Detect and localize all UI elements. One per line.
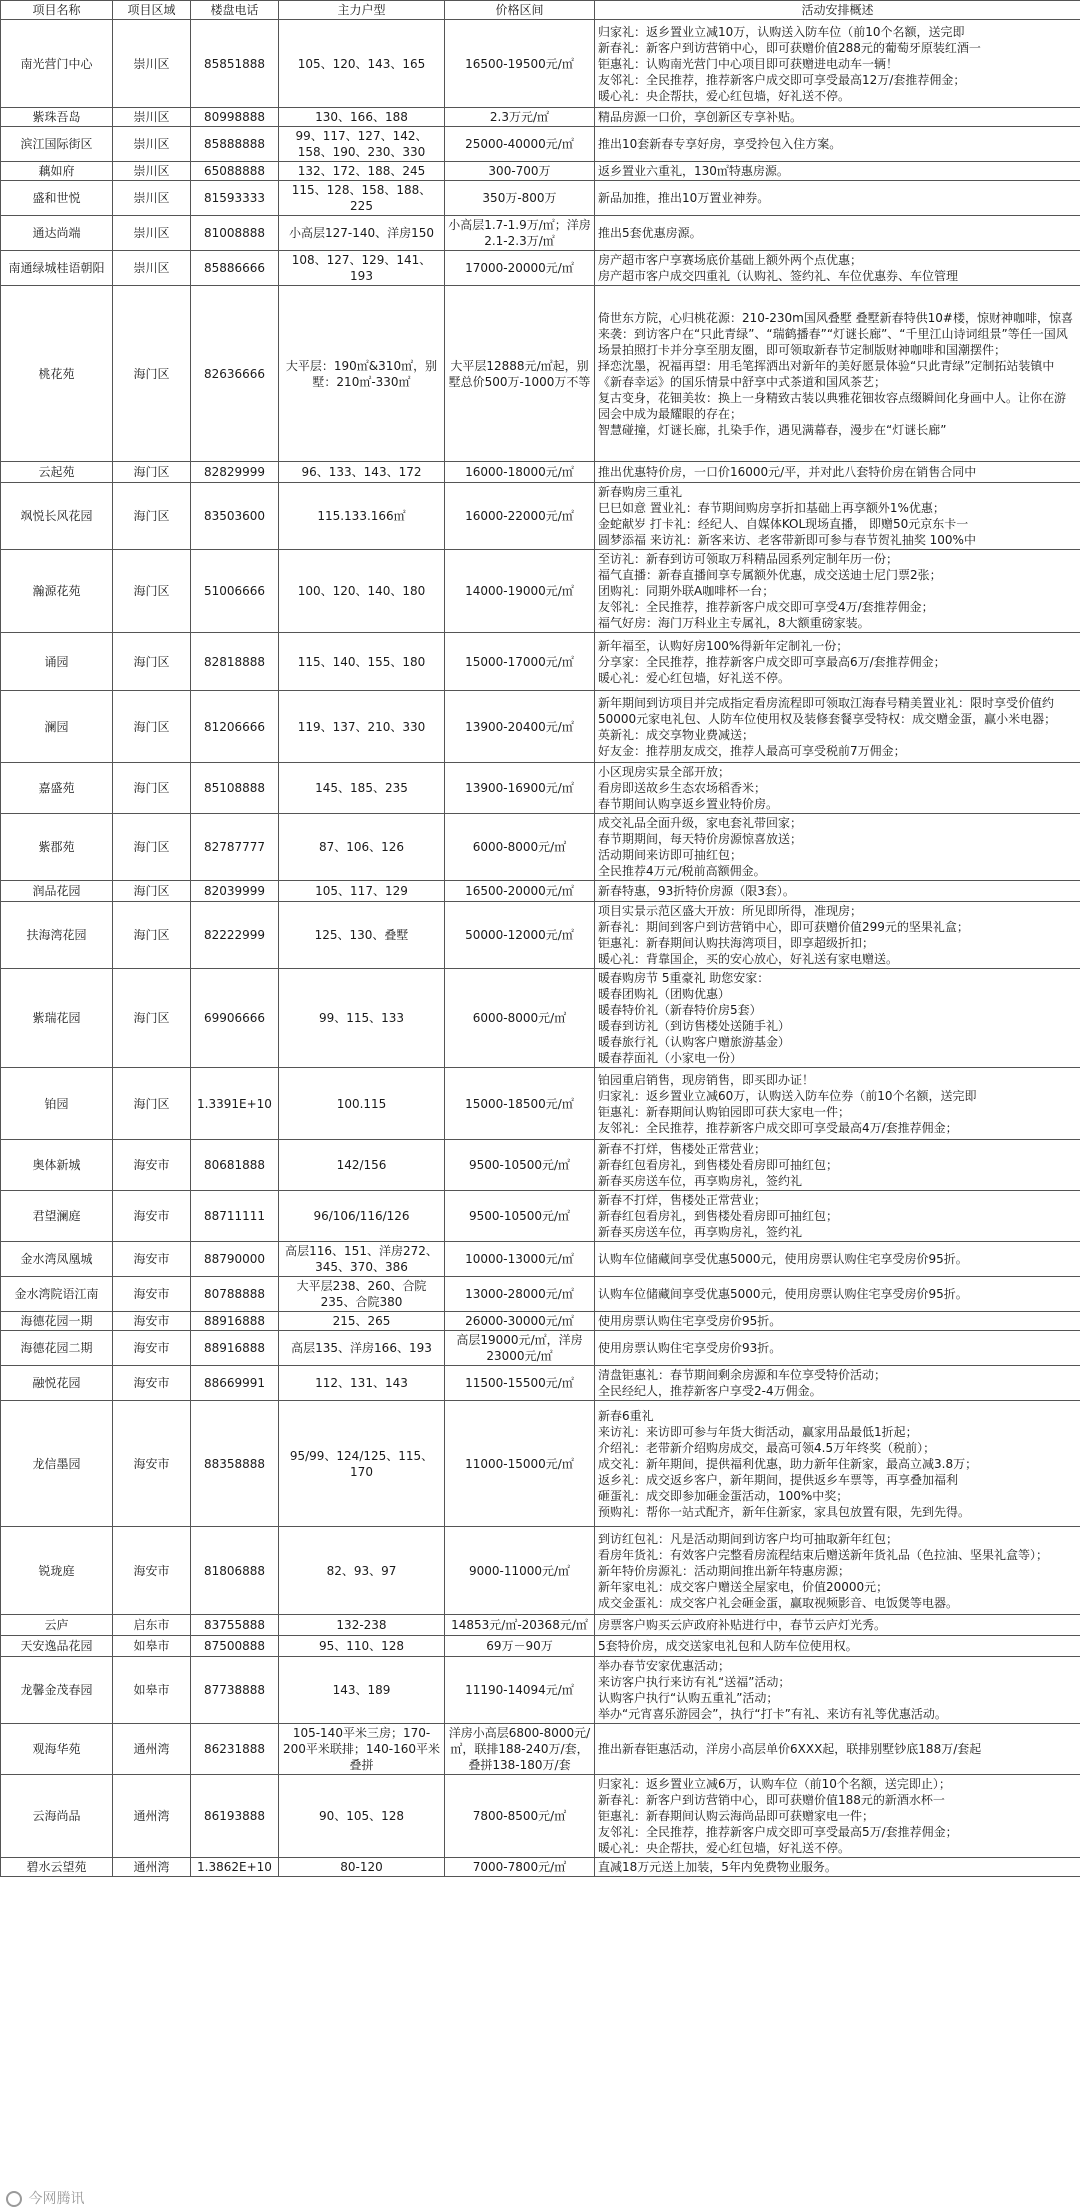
phone-cell: 1.3391E+10 — [191, 1068, 279, 1140]
phone-cell: 88358888 — [191, 1401, 279, 1527]
area-cell: 崇川区 — [113, 127, 191, 162]
units-cell: 95、110、128 — [279, 1636, 445, 1657]
project-name-cell: 飒悦长风花园 — [1, 483, 113, 550]
phone-cell: 51006666 — [191, 550, 279, 633]
table-row — [1, 483, 1080, 550]
units-cell: 高层116、151、洋房272、345、370、386 — [279, 1242, 445, 1277]
units-cell: 100、120、140、180 — [279, 550, 445, 633]
phone-cell: 88711111 — [191, 1191, 279, 1242]
phone-cell: 88790000 — [191, 1242, 279, 1277]
project-name-cell: 瀚源花苑 — [1, 550, 113, 633]
units-cell: 100.115 — [279, 1068, 445, 1140]
area-cell: 崇川区 — [113, 181, 191, 216]
units-cell: 96/106/116/126 — [279, 1191, 445, 1242]
area-cell: 崇川区 — [113, 216, 191, 251]
units-cell: 105、120、143、165 — [279, 20, 445, 108]
table-row — [1, 108, 1080, 127]
units-cell: 143、189 — [279, 1657, 445, 1724]
table-row — [1, 1366, 1080, 1401]
phone-cell: 80788888 — [191, 1277, 279, 1312]
activity-cell: 新春不打烊，售楼处正常营业； 新春红包看房礼，到售楼处看房即可抽红包； 新春买房送车位，再享购房礼，签约礼 — [595, 1140, 1080, 1191]
price-cell: 7000-7800元/㎡ — [445, 1858, 595, 1877]
phone-cell: 80681888 — [191, 1140, 279, 1191]
units-cell: 大平层238、260、合院235、合院380 — [279, 1277, 445, 1312]
units-cell: 130、166、188 — [279, 108, 445, 127]
units-cell: 145、185、235 — [279, 763, 445, 814]
area-cell: 崇川区 — [113, 20, 191, 108]
area-cell: 如皋市 — [113, 1657, 191, 1724]
price-cell: 15000-17000元/㎡ — [445, 633, 595, 691]
area-cell: 海门区 — [113, 814, 191, 881]
project-name-cell: 海德花园二期 — [1, 1331, 113, 1366]
area-cell: 海安市 — [113, 1527, 191, 1615]
project-name-cell: 云海尚品 — [1, 1775, 113, 1858]
project-name-cell: 紫郡苑 — [1, 814, 113, 881]
phone-cell: 82829999 — [191, 462, 279, 483]
activity-cell: 到访红包礼：凡是活动期间到访客户均可抽取新年红包； 看房年货礼：有效客户完整看房流程结束后赠送新年货礼品（色拉油、坚果礼盒等）； 新年特价房源礼：活动期间推出新年特惠房源； 新年家电礼：成交客户赠送全屋家电，价值20000元； 成交金蛋礼：成交客户礼会砸金蛋，赢取视频影音、电饭煲等电器。 — [595, 1527, 1080, 1615]
table-row — [1, 1775, 1080, 1858]
price-cell: 14000-19000元/㎡ — [445, 550, 595, 633]
units-cell: 108、127、129、141、193 — [279, 251, 445, 286]
units-cell: 高层135、洋房166、193 — [279, 1331, 445, 1366]
units-cell: 215、265 — [279, 1312, 445, 1331]
table-row — [1, 1068, 1080, 1140]
project-name-cell: 盛和世悦 — [1, 181, 113, 216]
table-row — [1, 286, 1080, 462]
phone-cell: 83755888 — [191, 1615, 279, 1636]
units-cell: 119、137、210、330 — [279, 691, 445, 763]
phone-cell: 83503600 — [191, 483, 279, 550]
table-row — [1, 181, 1080, 216]
price-cell: 9000-11000元/㎡ — [445, 1527, 595, 1615]
project-name-cell: 融悦花园 — [1, 1366, 113, 1401]
table-row — [1, 1527, 1080, 1615]
activity-cell: 推出优惠特价房，一口价16000元/平，并对此八套特价房在销售合同中 — [595, 462, 1080, 483]
project-name-cell: 紫瑞花园 — [1, 969, 113, 1068]
price-cell: 10000-13000元/㎡ — [445, 1242, 595, 1277]
activity-cell: 举办春节安家优惠活动； 来访客户执行来访有礼“送福”活动； 认购客户执行“认购五重礼”活动； 举办“元宵喜乐游园会”，执行“打卡”有礼、来访有礼等优惠活动。 — [595, 1657, 1080, 1724]
price-cell: 7800-8500元/㎡ — [445, 1775, 595, 1858]
activity-cell: 项目实景示范区盛大开放：所见即所得，准现房； 新春礼：期间到客户到访营销中心，即可获赠价值299元的坚果礼盒； 钜惠礼：新春期间认购扶海湾项目，即享超级折扣； 暖心礼：背靠国企，买的安心放心，好礼送有家电赠送。 — [595, 902, 1080, 969]
project-name-cell: 藕如府 — [1, 162, 113, 181]
phone-cell: 82787777 — [191, 814, 279, 881]
area-cell: 海门区 — [113, 691, 191, 763]
project-name-cell: 海德花园一期 — [1, 1312, 113, 1331]
area-cell: 海门区 — [113, 763, 191, 814]
table-row — [1, 1242, 1080, 1277]
phone-cell: 82636666 — [191, 286, 279, 462]
header-price: 价格区间 — [445, 1, 595, 20]
price-cell: 13900-16900元/㎡ — [445, 763, 595, 814]
area-cell: 海门区 — [113, 881, 191, 902]
project-name-cell: 桃花苑 — [1, 286, 113, 462]
units-cell: 115.133.166㎡ — [279, 483, 445, 550]
activity-cell: 成交礼品全面升级，家电套礼带回家； 春节期期间，每天特价房源惊喜放送； 活动期间来访即可抽红包； 全民推荐4万元/税前高额佣金。 — [595, 814, 1080, 881]
table-row — [1, 969, 1080, 1068]
activity-cell: 认购车位储藏间享受优惠5000元，使用房票认购住宅享受房价95折。 — [595, 1242, 1080, 1277]
units-cell: 132-238 — [279, 1615, 445, 1636]
table-row — [1, 162, 1080, 181]
activity-cell: 房票客户购买云庐政府补贴进行中，春节云庐灯光秀。 — [595, 1615, 1080, 1636]
area-cell: 海门区 — [113, 969, 191, 1068]
activity-cell: 5套特价房，成交送家电礼包和人防车位使用权。 — [595, 1636, 1080, 1657]
price-cell: 13900-20400元/㎡ — [445, 691, 595, 763]
activity-cell: 归家礼：返乡置业立减6万，认购车位（前10个名额，送完即止）； 新春礼：新客户到访营销中心，即可获赠价值188元的新酒水杯一 钜惠礼：新春期间认购云海尚品即可获赠家电一件； 友邻礼：全民推荐，推荐新客户成交即可享受最高5万/套推荐佣金； 暖心礼：央企帮扶，爱心红包墙，好礼送不停。 — [595, 1775, 1080, 1858]
price-cell: 69万－90万 — [445, 1636, 595, 1657]
area-cell: 海安市 — [113, 1242, 191, 1277]
area-cell: 海门区 — [113, 286, 191, 462]
price-cell: 高层19000元/㎡，洋房23000元/㎡ — [445, 1331, 595, 1366]
activity-cell: 认购车位储藏间享受优惠5000元，使用房票认购住宅享受房价95折。 — [595, 1277, 1080, 1312]
activity-cell: 新春特惠，93折特价房源（限3套）。 — [595, 881, 1080, 902]
phone-cell: 1.3862E+10 — [191, 1858, 279, 1877]
price-cell: 6000-8000元/㎡ — [445, 814, 595, 881]
project-name-cell: 通达尚端 — [1, 216, 113, 251]
project-name-cell: 扶海湾花园 — [1, 902, 113, 969]
table-row — [1, 902, 1080, 969]
units-cell: 大平层：190㎡&310㎡，别墅：210㎡-330㎡ — [279, 286, 445, 462]
table-row — [1, 1615, 1080, 1636]
table-row — [1, 691, 1080, 763]
units-cell: 142/156 — [279, 1140, 445, 1191]
activity-cell: 新年福至，认购好房100%得新年定制礼一份； 分享家：全民推荐，推荐新客户成交即可享最高6万/套推荐佣金； 暖心礼：爱心红包墙，好礼送不停。 — [595, 633, 1080, 691]
units-cell: 99、117、127、142、158、190、230、330 — [279, 127, 445, 162]
project-name-cell: 南通绿城桂语朝阳 — [1, 251, 113, 286]
phone-cell: 82818888 — [191, 633, 279, 691]
area-cell: 海门区 — [113, 462, 191, 483]
project-name-cell: 君望澜庭 — [1, 1191, 113, 1242]
units-cell: 99、115、133 — [279, 969, 445, 1068]
units-cell: 95/99、124/125、115、170 — [279, 1401, 445, 1527]
units-cell: 115、140、155、180 — [279, 633, 445, 691]
units-cell: 105、117、129 — [279, 881, 445, 902]
project-name-cell: 金水湾院语江南 — [1, 1277, 113, 1312]
price-cell: 13000-28000元/㎡ — [445, 1277, 595, 1312]
area-cell: 通州湾 — [113, 1775, 191, 1858]
phone-cell: 88916888 — [191, 1312, 279, 1331]
price-cell: 9500-10500元/㎡ — [445, 1191, 595, 1242]
area-cell: 启东市 — [113, 1615, 191, 1636]
header-area: 项目区域 — [113, 1, 191, 20]
phone-cell: 85851888 — [191, 20, 279, 108]
header-phone: 楼盘电话 — [191, 1, 279, 20]
price-cell: 16500-19500元/㎡ — [445, 20, 595, 108]
activity-cell: 使用房票认购住宅享受房价93折。 — [595, 1331, 1080, 1366]
price-cell: 15000-18500元/㎡ — [445, 1068, 595, 1140]
activity-cell: 使用房票认购住宅享受房价95折。 — [595, 1312, 1080, 1331]
header-units: 主力户型 — [279, 1, 445, 20]
phone-cell: 86231888 — [191, 1724, 279, 1775]
table-row — [1, 633, 1080, 691]
project-name-cell: 碧水云望苑 — [1, 1858, 113, 1877]
table-row — [1, 251, 1080, 286]
phone-cell: 87738888 — [191, 1657, 279, 1724]
project-name-cell: 澜园 — [1, 691, 113, 763]
price-cell: 2.3万元/㎡ — [445, 108, 595, 127]
table-row — [1, 550, 1080, 633]
project-name-cell: 锐珑庭 — [1, 1527, 113, 1615]
table-row — [1, 1858, 1080, 1877]
price-cell: 洋房小高层6800-8000元/㎡，联排188-240万/套，叠拼138-180万/套 — [445, 1724, 595, 1775]
activity-cell: 倚世东方院，心归桃花源：210-230m国风叠墅 叠墅新春特供10#楼，惊财神咖啡，惊喜来袭：到访客户在“只此青绿”、“瑞鹤播春”“灯谜长廊”、“千里江山诗词组景”等任一国风场景拍照打卡并分享至朋友圈，即可领取新春节定制版财神咖啡和国潮摆件； 择恋沈墨，祝福再望：用毛笔挥洒出对新年的美好愿景体验“只此青绿”定制拓站装镇中《新春幸运》的国乐情景中舒享中式茶道和国风茶艺； 复古变身，花钿美妆：换上一身精致古装以典雅花钿妆容点缀瞬间化身画中人。让你在游园会中成为最耀眼的存在； 智慧碰撞，灯谜长廊，扎染手作，遇见满幕春，漫步在“灯谜长廊” — [595, 286, 1080, 462]
units-cell: 96、133、143、172 — [279, 462, 445, 483]
project-name-cell: 观海华苑 — [1, 1724, 113, 1775]
header-project-name: 项目名称 — [1, 1, 113, 20]
price-cell: 11500-15500元/㎡ — [445, 1366, 595, 1401]
area-cell: 崇川区 — [113, 162, 191, 181]
table-row — [1, 216, 1080, 251]
units-cell: 80-120 — [279, 1858, 445, 1877]
activity-cell: 暖春购房节 5重豪礼 助您安家： 暖春团购礼（团购优惠） 暖春特价礼（新春特价房5套） 暖春到访礼（到访售楼处送随手礼） 暖春旅行礼（认购客户赠旅游基金） 暖春荐面礼（小家电一份） — [595, 969, 1080, 1068]
price-cell: 大平层12888元/㎡起，别墅总价500万-1000万不等 — [445, 286, 595, 462]
phone-cell: 81206666 — [191, 691, 279, 763]
units-cell: 125、130、叠墅 — [279, 902, 445, 969]
price-cell: 9500-10500元/㎡ — [445, 1140, 595, 1191]
header-row — [1, 1, 1080, 20]
price-cell: 300-700万 — [445, 162, 595, 181]
price-cell: 16000-18000元/㎡ — [445, 462, 595, 483]
area-cell: 海门区 — [113, 1068, 191, 1140]
table-row — [1, 462, 1080, 483]
activity-cell: 新品加推，推出10万置业神券。 — [595, 181, 1080, 216]
activity-cell: 推出10套新春专享好房，享受拎包入住方案。 — [595, 127, 1080, 162]
area-cell: 海安市 — [113, 1140, 191, 1191]
project-name-cell: 天安逸品花园 — [1, 1636, 113, 1657]
price-cell: 11000-15000元/㎡ — [445, 1401, 595, 1527]
phone-cell: 81806888 — [191, 1527, 279, 1615]
area-cell: 崇川区 — [113, 108, 191, 127]
table-row — [1, 1277, 1080, 1312]
area-cell: 海安市 — [113, 1277, 191, 1312]
project-name-cell: 南光营门中心 — [1, 20, 113, 108]
units-cell: 115、128、158、188、225 — [279, 181, 445, 216]
table-row — [1, 1401, 1080, 1527]
activity-cell: 新年期间到访项目并完成指定看房流程即可领取江海春号精美置业礼：限时享受价值约50000元家电礼包、人防车位使用权及装修套餐享受特权：成交赠金蛋，赢小米电器； 英新礼：成交享物业费减送； 好友金：推荐朋友成交，推荐人最高可享受税前7万佣金； — [595, 691, 1080, 763]
phone-cell: 85888888 — [191, 127, 279, 162]
phone-cell: 82222999 — [191, 902, 279, 969]
table-row — [1, 1724, 1080, 1775]
activity-cell: 推出新春钜惠活动，洋房小高层单价6XXX起，联排别墅钞底188万/套起 — [595, 1724, 1080, 1775]
phone-cell: 88916888 — [191, 1331, 279, 1366]
table-row — [1, 1312, 1080, 1331]
price-cell: 350万-800万 — [445, 181, 595, 216]
area-cell: 崇川区 — [113, 251, 191, 286]
area-cell: 海安市 — [113, 1401, 191, 1527]
units-cell: 105-140平米三房；170-200平米联排；140-160平米叠拼 — [279, 1724, 445, 1775]
activity-cell: 清盘钜惠礼：春节期间剩余房源和车位享受特价活动； 全民经纪人，推荐新客户享受2-4万佣金。 — [595, 1366, 1080, 1401]
project-name-cell: 诵园 — [1, 633, 113, 691]
activity-cell: 返乡置业六重礼，130㎡特惠房源。 — [595, 162, 1080, 181]
table-row — [1, 127, 1080, 162]
area-cell: 海安市 — [113, 1331, 191, 1366]
phone-cell: 88669991 — [191, 1366, 279, 1401]
units-cell: 87、106、126 — [279, 814, 445, 881]
phone-cell: 80998888 — [191, 108, 279, 127]
units-cell: 小高层127-140、洋房150 — [279, 216, 445, 251]
project-name-cell: 紫珠吾岛 — [1, 108, 113, 127]
price-cell: 小高层1.7-1.9万/㎡；洋房2.1-2.3万/㎡ — [445, 216, 595, 251]
activity-cell: 直减18万元送上加装，5年内免费物业服务。 — [595, 1858, 1080, 1877]
price-cell: 17000-20000元/㎡ — [445, 251, 595, 286]
area-cell: 如皋市 — [113, 1636, 191, 1657]
price-cell: 16000-22000元/㎡ — [445, 483, 595, 550]
activity-cell: 归家礼：返乡置业立减10万，认购送入防车位（前10个名额，送完即 新春礼：新客户到访营销中心，即可获赠价值288元的葡萄牙原装红酒一 钜惠礼：认购南光营门中心项目即可获赠进电动车一辆！ 友邻礼：全民推荐，推荐新客户成交即可享受最高12万/套推荐佣金； 暖心礼：央企帮扶，爱心红包墙，好礼送不停。 — [595, 20, 1080, 108]
price-cell: 16500-20000元/㎡ — [445, 881, 595, 902]
area-cell: 通州湾 — [113, 1724, 191, 1775]
project-name-cell: 云庐 — [1, 1615, 113, 1636]
activity-cell: 新春购房三重礼 巳巳如意 置业礼：春节期间购房享折扣基础上再享额外1%优惠； 金蛇献岁 打卡礼：经纪人、自媒体KOL现场直播， 即赠50元京东卡一 圆梦添福 来访礼：新客来访、老客带新即可参与春节贺礼抽奖 100%中 — [595, 483, 1080, 550]
area-cell: 海门区 — [113, 902, 191, 969]
project-name-cell: 金水湾凤凰城 — [1, 1242, 113, 1277]
phone-cell: 87500888 — [191, 1636, 279, 1657]
area-cell: 海安市 — [113, 1366, 191, 1401]
phone-cell: 86193888 — [191, 1775, 279, 1858]
area-cell: 通州湾 — [113, 1858, 191, 1877]
price-cell: 50000-12000元/㎡ — [445, 902, 595, 969]
activity-cell: 铂园重启销售，现房销售，即买即办证！ 归家礼：返乡置业立减60万，认购送入防车位券（前10个名额，送完即 钜惠礼：新春期间认购铂园即可获大家电一件； 友邻礼：全民推荐，推荐新客户成交即可享受最高4万/套推荐佣金； — [595, 1068, 1080, 1140]
price-cell: 25000-40000元/㎡ — [445, 127, 595, 162]
table-row — [1, 1191, 1080, 1242]
watermark-logo-icon — [6, 2191, 22, 2207]
table-row — [1, 1331, 1080, 1366]
price-cell: 6000-8000元/㎡ — [445, 969, 595, 1068]
project-name-cell: 龙信墨园 — [1, 1401, 113, 1527]
phone-cell: 69906666 — [191, 969, 279, 1068]
activity-cell: 小区现房实景全部开放； 看房即送故乡生态农场稻香米； 春节期间认购享返乡置业特价房。 — [595, 763, 1080, 814]
project-name-cell: 滨江国际街区 — [1, 127, 113, 162]
phone-cell: 81593333 — [191, 181, 279, 216]
project-name-cell: 云起苑 — [1, 462, 113, 483]
area-cell: 海门区 — [113, 483, 191, 550]
area-cell: 海门区 — [113, 633, 191, 691]
units-cell: 90、105、128 — [279, 1775, 445, 1858]
phone-cell: 82039999 — [191, 881, 279, 902]
area-cell: 海安市 — [113, 1191, 191, 1242]
activity-cell: 新春6重礼 来访礼：来访即可参与年货大街活动，赢家用品最低1折起； 介绍礼：老带新介绍购房成交，最高可领4.5万年终奖（税前）； 成交礼：新年期间，提供福利优惠，助力新年住新家，最高立减3.8万； 返乡礼：成交返乡客户，新年期间，提供返乡车票等，再享叠加福利 砸蛋礼：成交即参加砸金蛋活动，100%中奖； 预购礼：帮你一站式配齐，新年住新家，家具包放置有限，先到先得。 — [595, 1401, 1080, 1527]
phone-cell: 85108888 — [191, 763, 279, 814]
table-row — [1, 763, 1080, 814]
units-cell: 82、93、97 — [279, 1527, 445, 1615]
price-cell: 11190-14094元/㎡ — [445, 1657, 595, 1724]
activity-cell: 房产超市客户享赛场底价基础上额外两个点优惠； 房产超市客户成交四重礼（认购礼、签约礼、车位优惠券、车位管理 — [595, 251, 1080, 286]
activity-cell: 精品房源一口价，享创新区专享补贴。 — [595, 108, 1080, 127]
activity-cell: 至访礼：新春到访可领取万科精品园系列定制年历一份； 福气直播：新春直播间享专属额外优惠，成交送迪士尼门票2张； 团购礼：同期外联A咖啡杯一台； 友邻礼：全民推荐，推荐新客户成交即可享受4万/套推荐佣金； 福气好房：海门万科业主专属礼，8大额重磅家装。 — [595, 550, 1080, 633]
watermark — [6, 2188, 84, 2208]
project-name-cell: 龙馨金茂春园 — [1, 1657, 113, 1724]
units-cell: 132、172、188、245 — [279, 162, 445, 181]
table-row — [1, 1140, 1080, 1191]
project-name-cell: 嘉盛苑 — [1, 763, 113, 814]
area-cell: 海门区 — [113, 550, 191, 633]
phone-cell: 85886666 — [191, 251, 279, 286]
watermark-text: 今网腾讯 — [28, 2191, 85, 2207]
price-cell: 26000-30000元/㎡ — [445, 1312, 595, 1331]
phone-cell: 65088888 — [191, 162, 279, 181]
header-activity: 活动安排概述 — [595, 1, 1080, 20]
area-cell: 海安市 — [113, 1312, 191, 1331]
table-row — [1, 1636, 1080, 1657]
units-cell: 112、131、143 — [279, 1366, 445, 1401]
phone-cell: 81008888 — [191, 216, 279, 251]
price-cell: 14853元/㎡-20368元/㎡ — [445, 1615, 595, 1636]
table-row — [1, 1657, 1080, 1724]
table-row — [1, 20, 1080, 108]
activity-cell: 推出5套优惠房源。 — [595, 216, 1080, 251]
project-name-cell: 奥体新城 — [1, 1140, 113, 1191]
project-name-cell: 铂园 — [1, 1068, 113, 1140]
activity-cell: 新春不打烊，售楼处正常营业； 新春红包看房礼，到售楼处看房即可抽红包； 新春买房送车位，再享购房礼，签约礼 — [595, 1191, 1080, 1242]
table-row — [1, 881, 1080, 902]
table-row — [1, 814, 1080, 881]
project-name-cell: 润品花园 — [1, 881, 113, 902]
